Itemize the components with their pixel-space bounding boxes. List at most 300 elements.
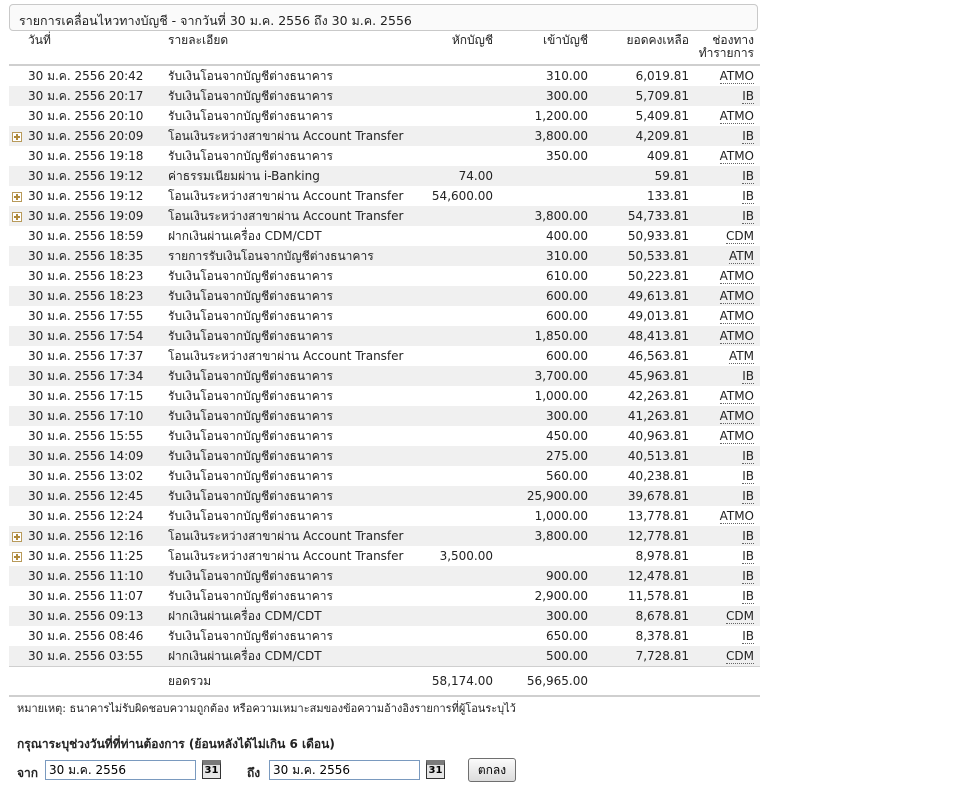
row-channel[interactable]: ATMO bbox=[719, 429, 754, 443]
row-channel[interactable]: ATMO bbox=[719, 109, 754, 123]
row-description: รับเงินโอนจากบัญชีต่างธนาคาร bbox=[168, 269, 333, 283]
row-channel[interactable]: ATMO bbox=[719, 329, 754, 343]
row-channel-cell bbox=[689, 366, 760, 386]
row-withdrawal bbox=[419, 466, 493, 486]
row-withdrawal bbox=[419, 306, 493, 326]
row-channel[interactable]: IB bbox=[742, 89, 754, 103]
row-description: ค่าธรรมเนียมผ่าน i-Banking bbox=[168, 166, 419, 186]
row-channel-cell bbox=[689, 106, 760, 126]
row-expand-cell bbox=[9, 86, 28, 106]
row-balance: 48,413.81 bbox=[588, 326, 689, 346]
table-row bbox=[9, 226, 760, 246]
row-balance: 12,478.81 bbox=[588, 566, 689, 586]
row-description: ฝากเงินผ่านเครื่อง CDM/CDT bbox=[168, 606, 419, 626]
row-withdrawal bbox=[419, 246, 493, 266]
row-balance: 5,409.81 bbox=[635, 109, 689, 123]
statement-title-bar bbox=[9, 4, 758, 31]
row-expand-cell bbox=[9, 286, 28, 306]
row-date: 30 ม.ค. 2556 11:10 bbox=[28, 566, 168, 586]
row-channel[interactable]: CDM bbox=[726, 649, 754, 663]
row-description: รับเงินโอนจากบัญชีต่างธนาคาร bbox=[168, 406, 419, 426]
row-expand-cell bbox=[9, 506, 28, 526]
table-row bbox=[9, 146, 760, 166]
row-balance: 13,778.81 bbox=[627, 509, 689, 523]
row-deposit: 400.00 bbox=[546, 229, 588, 243]
row-withdrawal: 74.00 bbox=[419, 166, 493, 186]
row-channel-cell bbox=[689, 346, 760, 366]
row-balance: 50,933.81 bbox=[627, 229, 689, 243]
row-description: รับเงินโอนจากบัญชีต่างธนาคาร bbox=[168, 509, 333, 523]
row-description: รับเงินโอนจากบัญชีต่างธนาคาร bbox=[168, 109, 333, 123]
row-channel[interactable]: IB bbox=[742, 189, 754, 203]
row-channel[interactable]: ATMO bbox=[719, 149, 754, 163]
row-channel-cell bbox=[689, 386, 760, 406]
header-withdrawal: หักบัญชี bbox=[419, 34, 493, 65]
row-balance: 8,378.81 bbox=[635, 629, 689, 643]
from-date-input[interactable] bbox=[45, 760, 196, 780]
row-channel[interactable]: IB bbox=[742, 589, 754, 603]
row-balance: 46,563.81 bbox=[627, 349, 689, 363]
header-channel-line1: ช่องทาง bbox=[712, 33, 754, 47]
row-balance: 41,263.81 bbox=[588, 406, 689, 426]
table-row bbox=[9, 626, 760, 646]
row-date: 30 ม.ค. 2556 11:07 bbox=[28, 589, 144, 603]
row-description: โอนเงินระหว่างสาขาผ่าน Account Transfer bbox=[168, 526, 419, 546]
row-description: โอนเงินระหว่างสาขาผ่าน Account Transfer bbox=[168, 206, 419, 226]
row-expand-cell bbox=[9, 106, 28, 126]
row-deposit: 275.00 bbox=[493, 446, 588, 466]
row-channel-cell bbox=[689, 506, 760, 526]
row-withdrawal bbox=[419, 606, 493, 626]
row-channel-cell bbox=[689, 266, 760, 286]
row-deposit: 560.00 bbox=[546, 469, 588, 483]
header-expand bbox=[9, 34, 28, 65]
row-description: รายการรับเงินโอนจากบัญชีต่างธนาคาร bbox=[168, 246, 419, 266]
row-balance: 8,978.81 bbox=[635, 549, 689, 563]
table-row bbox=[9, 326, 760, 346]
row-withdrawal: 3,500.00 bbox=[439, 549, 493, 563]
row-withdrawal bbox=[419, 86, 493, 106]
row-date: 30 ม.ค. 2556 13:02 bbox=[28, 469, 144, 483]
row-deposit: 600.00 bbox=[546, 309, 588, 323]
row-channel-cell bbox=[689, 166, 760, 186]
row-balance: 7,728.81 bbox=[588, 646, 689, 667]
row-deposit: 350.00 bbox=[546, 149, 588, 163]
row-balance: 409.81 bbox=[647, 149, 689, 163]
table-row bbox=[9, 106, 760, 126]
row-expand-cell bbox=[9, 166, 28, 186]
expand-plus-icon[interactable] bbox=[12, 212, 22, 222]
table-row bbox=[9, 526, 760, 546]
row-deposit: 1,000.00 bbox=[534, 509, 588, 523]
row-description: โอนเงินระหว่างสาขาผ่าน Account Transfer bbox=[168, 549, 404, 563]
row-balance: 8,678.81 bbox=[588, 606, 689, 626]
row-channel-cell bbox=[689, 606, 760, 626]
row-deposit: 1,000.00 bbox=[534, 389, 588, 403]
row-withdrawal bbox=[419, 406, 493, 426]
table-row bbox=[9, 506, 760, 526]
row-balance: 49,013.81 bbox=[627, 309, 689, 323]
row-channel-cell bbox=[689, 646, 760, 667]
table-row bbox=[9, 386, 760, 406]
header-date: วันที่ bbox=[28, 34, 168, 65]
row-expand-cell bbox=[9, 446, 28, 466]
row-channel-cell bbox=[689, 526, 760, 546]
row-deposit: 300.00 bbox=[493, 606, 588, 626]
row-channel-cell bbox=[689, 466, 760, 486]
row-withdrawal bbox=[419, 326, 493, 346]
row-expand-cell bbox=[9, 346, 28, 366]
row-date: 30 ม.ค. 2556 20:42 bbox=[28, 69, 144, 83]
row-withdrawal bbox=[419, 646, 493, 667]
row-channel-cell bbox=[689, 546, 760, 566]
row-deposit: 3,800.00 bbox=[493, 126, 588, 146]
table-row bbox=[9, 166, 760, 186]
row-description: รับเงินโอนจากบัญชีต่างธนาคาร bbox=[168, 86, 419, 106]
row-channel[interactable]: IB bbox=[742, 549, 754, 563]
totals-deposit: 56,965.00 bbox=[493, 667, 588, 697]
row-balance: 40,963.81 bbox=[627, 429, 689, 443]
row-description: รับเงินโอนจากบัญชีต่างธนาคาร bbox=[168, 326, 419, 346]
row-date: 30 ม.ค. 2556 19:12 bbox=[28, 166, 168, 186]
row-channel[interactable]: IB bbox=[742, 629, 754, 643]
row-date: 30 ม.ค. 2556 20:10 bbox=[28, 109, 144, 123]
page-title: รายการเคลื่อนไหวทางบัญชี - จากวันที่ 30 ม.ค. 2556 ถึง 30 ม.ค. 2556 bbox=[19, 13, 412, 28]
table-row bbox=[9, 606, 760, 626]
row-expand-cell bbox=[9, 566, 28, 586]
row-description: รับเงินโอนจากบัญชีต่างธนาคาร bbox=[168, 286, 419, 306]
row-date: 30 ม.ค. 2556 11:25 bbox=[28, 549, 144, 563]
row-expand-cell bbox=[9, 546, 28, 566]
row-date: 30 ม.ค. 2556 17:54 bbox=[28, 326, 168, 346]
to-date-input[interactable] bbox=[269, 760, 420, 780]
expand-plus-icon[interactable] bbox=[12, 192, 22, 202]
row-channel[interactable]: ATMO bbox=[719, 389, 754, 403]
row-deposit: 900.00 bbox=[493, 566, 588, 586]
row-channel[interactable]: ATM bbox=[729, 349, 754, 363]
row-description: รับเงินโอนจากบัญชีต่างธนาคาร bbox=[168, 566, 419, 586]
row-balance: 49,613.81 bbox=[588, 286, 689, 306]
row-channel[interactable]: ATMO bbox=[719, 69, 754, 83]
row-channel[interactable]: ATMO bbox=[719, 289, 754, 303]
row-expand-cell bbox=[9, 266, 28, 286]
row-date: 30 ม.ค. 2556 17:15 bbox=[28, 389, 144, 403]
row-deposit: 450.00 bbox=[546, 429, 588, 443]
row-balance: 6,019.81 bbox=[635, 69, 689, 83]
row-channel-cell bbox=[689, 246, 760, 266]
row-channel[interactable]: CDM bbox=[726, 229, 754, 243]
table-row bbox=[9, 206, 760, 226]
row-balance: 50,223.81 bbox=[627, 269, 689, 283]
row-channel-cell bbox=[689, 206, 760, 226]
row-description: รับเงินโอนจากบัญชีต่างธนาคาร bbox=[168, 309, 333, 323]
row-balance: 54,733.81 bbox=[588, 206, 689, 226]
row-balance: 59.81 bbox=[588, 166, 689, 186]
row-description: รับเงินโอนจากบัญชีต่างธนาคาร bbox=[168, 446, 419, 466]
transactions-body bbox=[9, 65, 760, 667]
header-balance: ยอดคงเหลือ bbox=[588, 34, 689, 65]
row-deposit: 600.00 bbox=[546, 349, 588, 363]
table-row bbox=[9, 126, 760, 146]
row-channel-cell bbox=[689, 146, 760, 166]
row-withdrawal bbox=[419, 486, 493, 506]
row-channel[interactable]: ATMO bbox=[719, 409, 754, 423]
row-balance: 42,263.81 bbox=[627, 389, 689, 403]
expand-plus-icon[interactable] bbox=[12, 552, 22, 562]
row-channel[interactable]: IB bbox=[742, 209, 754, 223]
row-channel[interactable]: IB bbox=[742, 489, 754, 503]
row-description: รับเงินโอนจากบัญชีต่างธนาคาร bbox=[168, 429, 333, 443]
row-channel-cell bbox=[689, 286, 760, 306]
row-channel[interactable]: ATMO bbox=[719, 309, 754, 323]
row-withdrawal bbox=[419, 126, 493, 146]
row-expand-cell bbox=[9, 626, 28, 646]
row-channel-cell bbox=[689, 226, 760, 246]
row-withdrawal bbox=[419, 286, 493, 306]
row-withdrawal bbox=[419, 366, 493, 386]
row-deposit bbox=[493, 166, 588, 186]
row-date: 30 ม.ค. 2556 12:16 bbox=[28, 526, 168, 546]
row-withdrawal bbox=[419, 65, 493, 86]
row-date: 30 ม.ค. 2556 18:59 bbox=[28, 229, 144, 243]
table-header-row bbox=[9, 34, 760, 65]
table-row bbox=[9, 65, 760, 86]
row-channel[interactable]: IB bbox=[742, 129, 754, 143]
table-row bbox=[9, 586, 760, 606]
row-expand-cell bbox=[9, 65, 28, 86]
row-deposit: 3,800.00 bbox=[493, 206, 588, 226]
row-description: รับเงินโอนจากบัญชีต่างธนาคาร bbox=[168, 486, 419, 506]
row-withdrawal bbox=[419, 106, 493, 126]
row-balance: 11,578.81 bbox=[627, 589, 689, 603]
expand-plus-icon[interactable] bbox=[12, 132, 22, 142]
row-description: รับเงินโอนจากบัญชีต่างธนาคาร bbox=[168, 469, 333, 483]
row-channel-cell bbox=[689, 626, 760, 646]
row-channel[interactable]: IB bbox=[742, 569, 754, 583]
row-date: 30 ม.ค. 2556 12:24 bbox=[28, 509, 144, 523]
row-deposit: 25,900.00 bbox=[493, 486, 588, 506]
row-expand-cell bbox=[9, 486, 28, 506]
row-deposit: 300.00 bbox=[493, 406, 588, 426]
row-expand-cell bbox=[9, 586, 28, 606]
row-expand-cell bbox=[9, 646, 28, 667]
table-row bbox=[9, 426, 760, 446]
row-deposit: 500.00 bbox=[493, 646, 588, 667]
table-row bbox=[9, 286, 760, 306]
row-channel[interactable]: ATM bbox=[729, 249, 754, 263]
row-date: 30 ม.ค. 2556 03:55 bbox=[28, 646, 168, 667]
row-deposit: 3,800.00 bbox=[493, 526, 588, 546]
disclaimer-note: หมายเหตุ: ธนาคารไม่รับผิดชอบความถูกต้อง หรือความเหมาะสมของข้อความอ้างอิงรายการที่ผู้โอนระบุไว้ bbox=[17, 702, 516, 715]
row-channel-cell bbox=[689, 306, 760, 326]
row-channel-cell bbox=[689, 86, 760, 106]
row-description: รับเงินโอนจากบัญชีต่างธนาคาร bbox=[168, 149, 333, 163]
row-date: 30 ม.ค. 2556 19:12 bbox=[28, 189, 144, 203]
row-deposit bbox=[493, 186, 588, 206]
row-balance: 45,963.81 bbox=[588, 366, 689, 386]
row-withdrawal bbox=[419, 626, 493, 646]
row-balance: 133.81 bbox=[647, 189, 689, 203]
row-withdrawal bbox=[419, 566, 493, 586]
table-row bbox=[9, 406, 760, 426]
calendar-icon[interactable]: 31 bbox=[202, 760, 221, 779]
row-channel[interactable]: IB bbox=[742, 529, 754, 543]
row-date: 30 ม.ค. 2556 19:18 bbox=[28, 149, 144, 163]
row-balance: 12,778.81 bbox=[588, 526, 689, 546]
row-channel-cell bbox=[689, 566, 760, 586]
row-channel-cell bbox=[689, 426, 760, 446]
row-description: รับเงินโอนจากบัญชีต่างธนาคาร bbox=[168, 389, 333, 403]
row-expand-cell bbox=[9, 326, 28, 346]
row-withdrawal bbox=[419, 586, 493, 606]
row-channel-cell bbox=[689, 406, 760, 426]
header-deposit: เข้าบัญชี bbox=[493, 34, 588, 65]
row-date: 30 ม.ค. 2556 20:09 bbox=[28, 126, 168, 146]
row-deposit: 1,850.00 bbox=[493, 326, 588, 346]
row-withdrawal bbox=[419, 206, 493, 226]
row-channel[interactable]: CDM bbox=[726, 609, 754, 623]
to-label: ถึง bbox=[247, 766, 261, 780]
row-channel-cell bbox=[689, 126, 760, 146]
row-channel[interactable]: IB bbox=[742, 369, 754, 383]
row-description: รับเงินโอนจากบัญชีต่างธนาคาร bbox=[168, 629, 333, 643]
row-date: 30 ม.ค. 2556 17:55 bbox=[28, 309, 144, 323]
row-withdrawal bbox=[419, 446, 493, 466]
table-row bbox=[9, 186, 760, 206]
row-date: 30 ม.ค. 2556 12:45 bbox=[28, 486, 168, 506]
table-row bbox=[9, 446, 760, 466]
row-expand-cell bbox=[9, 606, 28, 626]
row-channel-cell bbox=[689, 586, 760, 606]
row-expand-cell bbox=[9, 386, 28, 406]
table-row bbox=[9, 646, 760, 667]
row-expand-cell bbox=[9, 306, 28, 326]
row-date: 30 ม.ค. 2556 18:23 bbox=[28, 269, 144, 283]
row-date: 30 ม.ค. 2556 18:23 bbox=[28, 286, 168, 306]
table-row bbox=[9, 566, 760, 586]
table-row bbox=[9, 86, 760, 106]
row-withdrawal bbox=[419, 266, 493, 286]
row-expand-cell bbox=[9, 146, 28, 166]
row-date: 30 ม.ค. 2556 17:10 bbox=[28, 406, 168, 426]
row-withdrawal bbox=[419, 526, 493, 546]
row-deposit: 610.00 bbox=[546, 269, 588, 283]
row-channel-cell bbox=[689, 326, 760, 346]
row-deposit: 3,700.00 bbox=[493, 366, 588, 386]
row-date: 30 ม.ค. 2556 09:13 bbox=[28, 606, 168, 626]
row-withdrawal bbox=[419, 346, 493, 366]
row-channel[interactable]: IB bbox=[742, 169, 754, 183]
row-deposit: 600.00 bbox=[493, 286, 588, 306]
row-date: 30 ม.ค. 2556 17:37 bbox=[28, 349, 144, 363]
row-expand-cell bbox=[9, 526, 28, 546]
row-withdrawal bbox=[419, 146, 493, 166]
row-balance: 5,709.81 bbox=[588, 86, 689, 106]
row-balance: 40,513.81 bbox=[588, 446, 689, 466]
row-channel[interactable]: IB bbox=[742, 449, 754, 463]
table-row bbox=[9, 266, 760, 286]
row-description: โอนเงินระหว่างสาขาผ่าน Account Transfer bbox=[168, 189, 404, 203]
row-deposit: 1,200.00 bbox=[534, 109, 588, 123]
row-expand-cell bbox=[9, 126, 28, 146]
table-row bbox=[9, 486, 760, 506]
row-description: รับเงินโอนจากบัญชีต่างธนาคาร bbox=[168, 589, 333, 603]
row-channel-cell bbox=[689, 446, 760, 466]
row-expand-cell bbox=[9, 426, 28, 446]
row-date: 30 ม.ค. 2556 15:55 bbox=[28, 429, 144, 443]
row-description: รับเงินโอนจากบัญชีต่างธนาคาร bbox=[168, 69, 333, 83]
row-balance: 4,209.81 bbox=[588, 126, 689, 146]
row-date: 30 ม.ค. 2556 20:17 bbox=[28, 86, 168, 106]
row-description: โอนเงินระหว่างสาขาผ่าน Account Transfer bbox=[168, 126, 419, 146]
row-balance: 50,533.81 bbox=[588, 246, 689, 266]
calendar-icon[interactable]: 31 bbox=[426, 760, 445, 779]
table-row bbox=[9, 246, 760, 266]
totals-withdrawal: 58,174.00 bbox=[419, 667, 493, 697]
table-row bbox=[9, 366, 760, 386]
row-expand-cell bbox=[9, 186, 28, 206]
header-channel-line2: ทำรายการ bbox=[698, 46, 754, 60]
row-expand-cell bbox=[9, 366, 28, 386]
row-channel[interactable]: IB bbox=[742, 469, 754, 483]
row-description: ฝากเงินผ่านเครื่อง CDM/CDT bbox=[168, 646, 419, 667]
row-balance: 40,238.81 bbox=[627, 469, 689, 483]
row-withdrawal bbox=[419, 506, 493, 526]
row-deposit: 2,900.00 bbox=[534, 589, 588, 603]
header-description: รายละเอียด bbox=[168, 34, 419, 65]
row-channel[interactable]: ATMO bbox=[719, 509, 754, 523]
row-date: 30 ม.ค. 2556 14:09 bbox=[28, 446, 168, 466]
table-row bbox=[9, 306, 760, 326]
row-deposit: 300.00 bbox=[493, 86, 588, 106]
row-description: โอนเงินระหว่างสาขาผ่าน Account Transfer bbox=[168, 349, 404, 363]
header-channel bbox=[689, 34, 760, 65]
totals-label: ยอดรวม bbox=[168, 667, 419, 697]
row-channel[interactable]: ATMO bbox=[719, 269, 754, 283]
from-label: จาก bbox=[17, 766, 39, 780]
row-channel-cell bbox=[689, 186, 760, 206]
transactions-table bbox=[9, 34, 760, 697]
row-date: 30 ม.ค. 2556 19:09 bbox=[28, 206, 168, 226]
row-balance: 39,678.81 bbox=[588, 486, 689, 506]
row-channel-cell bbox=[689, 486, 760, 506]
row-deposit bbox=[493, 546, 588, 566]
expand-plus-icon[interactable] bbox=[12, 532, 22, 542]
row-expand-cell bbox=[9, 406, 28, 426]
ok-button[interactable]: ตกลง bbox=[468, 758, 516, 782]
totals-row bbox=[9, 667, 760, 697]
row-deposit: 310.00 bbox=[493, 246, 588, 266]
row-withdrawal bbox=[419, 426, 493, 446]
row-withdrawal bbox=[419, 386, 493, 406]
table-row bbox=[9, 346, 760, 366]
row-expand-cell bbox=[9, 226, 28, 246]
table-row bbox=[9, 546, 760, 566]
row-date: 30 ม.ค. 2556 08:46 bbox=[28, 629, 144, 643]
row-description: ฝากเงินผ่านเครื่อง CDM/CDT bbox=[168, 229, 322, 243]
row-expand-cell bbox=[9, 466, 28, 486]
row-withdrawal: 54,600.00 bbox=[431, 189, 493, 203]
table-row bbox=[9, 466, 760, 486]
date-range-prompt: กรุณาระบุช่วงวันที่ที่ท่านต้องการ (ย้อนหลังได้ไม่เกิน 6 เดือน) bbox=[17, 737, 335, 751]
row-date: 30 ม.ค. 2556 17:34 bbox=[28, 366, 168, 386]
row-expand-cell bbox=[9, 206, 28, 226]
row-expand-cell bbox=[9, 246, 28, 266]
row-description: รับเงินโอนจากบัญชีต่างธนาคาร bbox=[168, 366, 419, 386]
row-deposit: 310.00 bbox=[546, 69, 588, 83]
row-withdrawal bbox=[419, 226, 493, 246]
row-deposit: 650.00 bbox=[546, 629, 588, 643]
